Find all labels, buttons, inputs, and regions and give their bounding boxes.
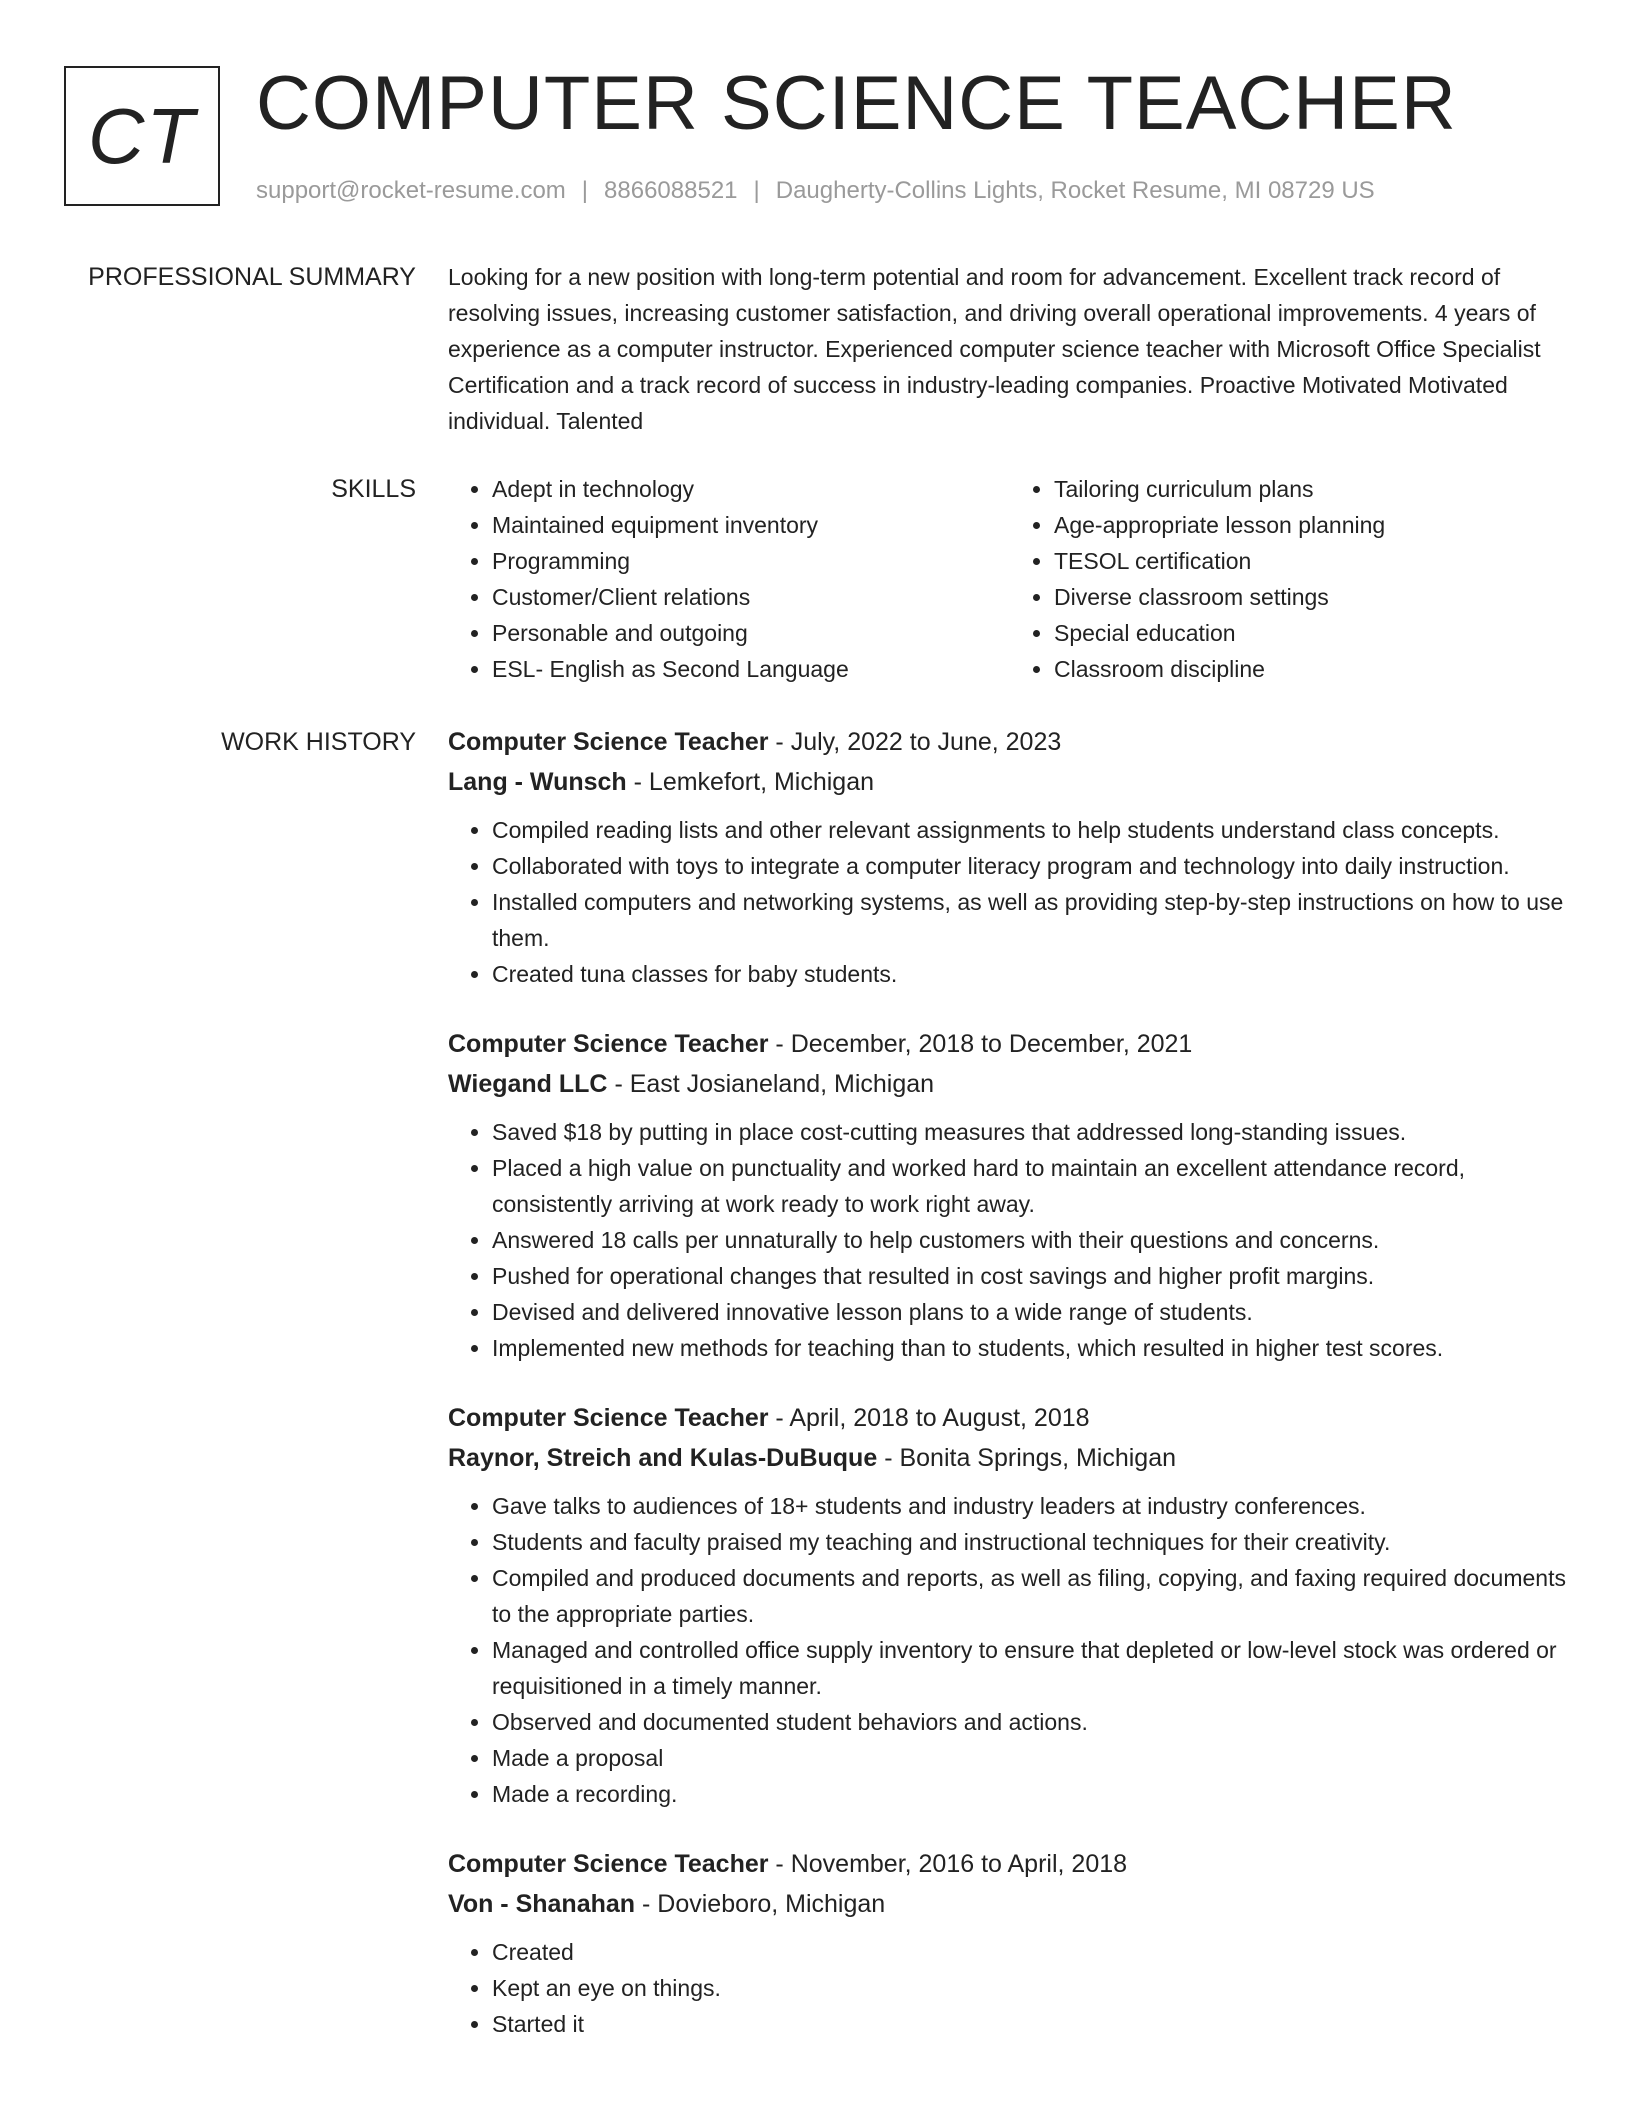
job-dates: - December, 2018 to December, 2021 <box>768 1030 1193 1058</box>
job-dates: - April, 2018 to August, 2018 <box>768 1404 1090 1432</box>
contact-phone[interactable]: 8866088521 <box>604 177 738 204</box>
job-bullet: • Answered 18 calls per unnaturally to help customers with their questions and concerns. <box>492 1222 1572 1258</box>
skill-item: • Customer/Client relations <box>492 579 1010 615</box>
job-bullet: • Made a proposal <box>492 1740 1572 1776</box>
job-bullet: • Created <box>492 1934 1572 1970</box>
summary-body <box>448 259 1572 439</box>
job-company: Raynor, Streich and Kulas-DuBuque <box>448 1444 878 1472</box>
skill-item: • Maintained equipment inventory <box>492 507 1010 543</box>
contact-address: Daugherty-Collins Lights, Rocket Resume, MI 08729 US <box>775 177 1375 204</box>
job-location: - Bonita Springs, Michigan <box>877 1444 1177 1472</box>
job-bullet: • Observed and documented student behaviors and actions. <box>492 1704 1572 1740</box>
job-company: Wiegand LLC <box>448 1070 608 1098</box>
job-bullet: • Collaborated with toys to integrate a computer literacy program and technology into daily instruction. <box>492 848 1572 884</box>
job-bullet: • Installed computers and networking systems, as well as providing step-by-step instructions on how to use them. <box>492 884 1572 956</box>
skill-item: • Classroom discipline <box>1054 651 1572 687</box>
job-entry <box>448 722 1572 992</box>
job-dates: - November, 2016 to April, 2018 <box>768 1850 1128 1878</box>
job-bullet: • Pushed for operational changes that resulted in cost savings and higher profit margins. <box>492 1258 1572 1294</box>
monogram-text: CT <box>88 91 196 180</box>
job-bullets <box>448 1488 1572 1812</box>
job-dates: - July, 2022 to June, 2023 <box>768 728 1062 756</box>
job-bullets <box>448 1934 1572 2042</box>
job-company: Lang - Wunsch <box>448 768 627 796</box>
job-company-line <box>448 1884 1572 1924</box>
job-title-line <box>448 1398 1572 1438</box>
job-title: Computer Science Teacher <box>448 728 769 756</box>
skill-item: • Tailoring curriculum plans <box>1054 471 1572 507</box>
skill-item: • Special education <box>1054 615 1572 651</box>
job-location: - East Josianeland, Michigan <box>607 1070 935 1098</box>
skills-body <box>448 471 1572 687</box>
summary-heading: PROFESSIONAL SUMMARY <box>88 263 416 291</box>
skills-list-right <box>1010 471 1572 687</box>
job-bullet: • Compiled reading lists and other relevant assignments to help students understand class concepts. <box>492 812 1572 848</box>
contact-separator: | <box>581 177 589 204</box>
job-bullet: • Created tuna classes for baby students. <box>492 956 1572 992</box>
job-bullet: • Students and faculty praised my teaching and instructional techniques for their creativity. <box>492 1524 1572 1560</box>
skill-item: • Personable and outgoing <box>492 615 1010 651</box>
job-bullets <box>448 812 1572 992</box>
skill-item: • Programming <box>492 543 1010 579</box>
job-bullet: • Managed and controlled office supply inventory to ensure that depleted or low-level stock was ordered or requisitioned in a timely manner. <box>492 1632 1572 1704</box>
skill-item: • Diverse classroom settings <box>1054 579 1572 615</box>
job-bullet: • Started it <box>492 2006 1572 2042</box>
skill-item: • ESL- English as Second Language <box>492 651 1010 687</box>
page-title: COMPUTER SCIENCE TEACHER <box>256 61 1457 146</box>
job-bullet: • Placed a high value on punctuality and worked hard to maintain an excellent attendance record, consistently arriving at work ready to work right away. <box>492 1150 1572 1222</box>
job-title: Computer Science Teacher <box>448 1404 769 1432</box>
job-title: Computer Science Teacher <box>448 1030 769 1058</box>
skill-item: • Age-appropriate lesson planning <box>1054 507 1572 543</box>
monogram-badge <box>64 66 220 206</box>
contact-email[interactable]: support@rocket-resume.com <box>256 177 566 204</box>
summary-text: Looking for a new position with long-term potential and room for advancement. Excellent track record of resolving issues, increasing customer satisfaction, and driving overall operational improvements. 4 years of experience as a computer instructor. Experienced computer science teacher with Microsoft Office Specialist Certification and a track record of success in industry-leading companies. Proactive Motivated Motivated individual. Talented <box>448 264 1541 434</box>
job-bullet: • Implemented new methods for teaching than to students, which resulted in higher test scores. <box>492 1330 1572 1366</box>
work-history-body <box>448 722 1572 2074</box>
job-entry <box>448 1024 1572 1366</box>
job-bullet: • Compiled and produced documents and reports, as well as filing, copying, and faxing required documents to the appropriate parties. <box>492 1560 1572 1632</box>
job-title-line <box>448 722 1572 762</box>
job-bullet: • Saved $18 by putting in place cost-cutting measures that addressed long-standing issues. <box>492 1114 1572 1150</box>
work-history-heading: WORK HISTORY <box>221 728 416 756</box>
job-title-line <box>448 1844 1572 1884</box>
skill-item: • Adept in technology <box>492 471 1010 507</box>
job-bullets <box>448 1114 1572 1366</box>
job-title-line <box>448 1024 1572 1064</box>
skills-list-left <box>448 471 1010 687</box>
job-bullet: • Kept an eye on things. <box>492 1970 1572 2006</box>
job-bullet: • Gave talks to audiences of 18+ students and industry leaders at industry conferences. <box>492 1488 1572 1524</box>
job-title: Computer Science Teacher <box>448 1850 769 1878</box>
contact-line <box>256 174 1375 208</box>
skill-item: • TESOL certification <box>1054 543 1572 579</box>
skills-heading: SKILLS <box>331 475 416 503</box>
job-location: - Lemkefort, Michigan <box>626 768 875 796</box>
job-location: - Dovieboro, Michigan <box>635 1890 886 1918</box>
job-company: Von - Shanahan <box>448 1890 636 1918</box>
job-bullet: • Made a recording. <box>492 1776 1572 1812</box>
job-company-line <box>448 762 1572 802</box>
contact-separator: | <box>753 177 760 204</box>
job-bullet: • Devised and delivered innovative lesson plans to a wide range of students. <box>492 1294 1572 1330</box>
job-company-line <box>448 1064 1572 1104</box>
job-entry <box>448 1398 1572 1812</box>
job-company-line <box>448 1438 1572 1478</box>
job-entry <box>448 1844 1572 2042</box>
